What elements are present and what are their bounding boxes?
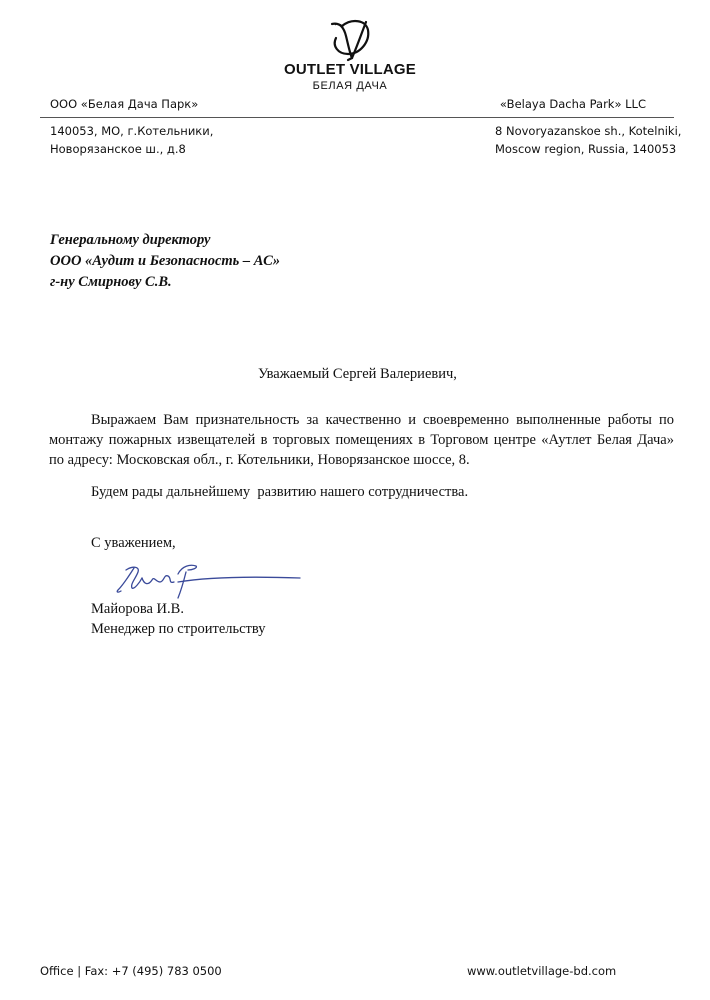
recipient-company: ООО «Аудит и Безопасность – АС» — [50, 253, 281, 269]
company-name-en: «Belaya Dacha Park» LLC — [499, 97, 646, 111]
company-name-ru: ООО «Белая Дача Парк» — [50, 97, 199, 111]
address-ru — [50, 122, 213, 158]
paragraph-line: Выражаем Вам признательность за качественно и своевременно выполненные работы по — [91, 412, 674, 428]
header-divider — [40, 117, 674, 118]
signer-title: Менеджер по строительству — [91, 621, 266, 637]
brand-name: OUTLET VILLAGE — [284, 61, 416, 78]
signer-name: Майорова И.В. — [91, 601, 184, 617]
recipient-name: г-ну Смирнову С.В. — [50, 274, 172, 290]
address-ru-line: 140053, МО, г.Котельники, — [50, 124, 214, 138]
paragraph-line: монтажу пожарных извещателей в торговых помещениях в Торговом центре «Аутлет Белая Дача» — [49, 432, 674, 448]
recipient-block — [50, 230, 280, 293]
paragraph-line: по адресу: Московская обл., г. Котельники, Новорязанское шоссе, 8. — [49, 452, 470, 468]
recipient-position: Генеральному директору — [50, 232, 211, 248]
footer-phone: Office | Fax: +7 (495) 783 0500 — [40, 964, 222, 978]
footer-website: www.outletvillage-bd.com — [467, 964, 617, 978]
salutation: Уважаемый Сергей Валериевич, — [258, 366, 457, 382]
outlet-village-logo-icon — [322, 14, 378, 64]
address-ru-line: Новорязанское ш., д.8 — [50, 142, 186, 156]
address-en — [495, 122, 681, 158]
address-en-line: 8 Novoryazanskoe sh., Kotelniki, — [495, 124, 682, 138]
closing-phrase: С уважением, — [91, 535, 176, 551]
signer-block — [91, 599, 266, 639]
address-en-line: Moscow region, Russia, 140053 — [495, 142, 677, 156]
brand-subtitle: БЕЛАЯ ДАЧА — [312, 80, 388, 92]
handwritten-signature — [112, 560, 312, 600]
body-paragraph-2: Будем рады дальнейшему развитию нашего сотрудничества. — [91, 484, 469, 500]
body-paragraph-1 — [49, 410, 674, 470]
